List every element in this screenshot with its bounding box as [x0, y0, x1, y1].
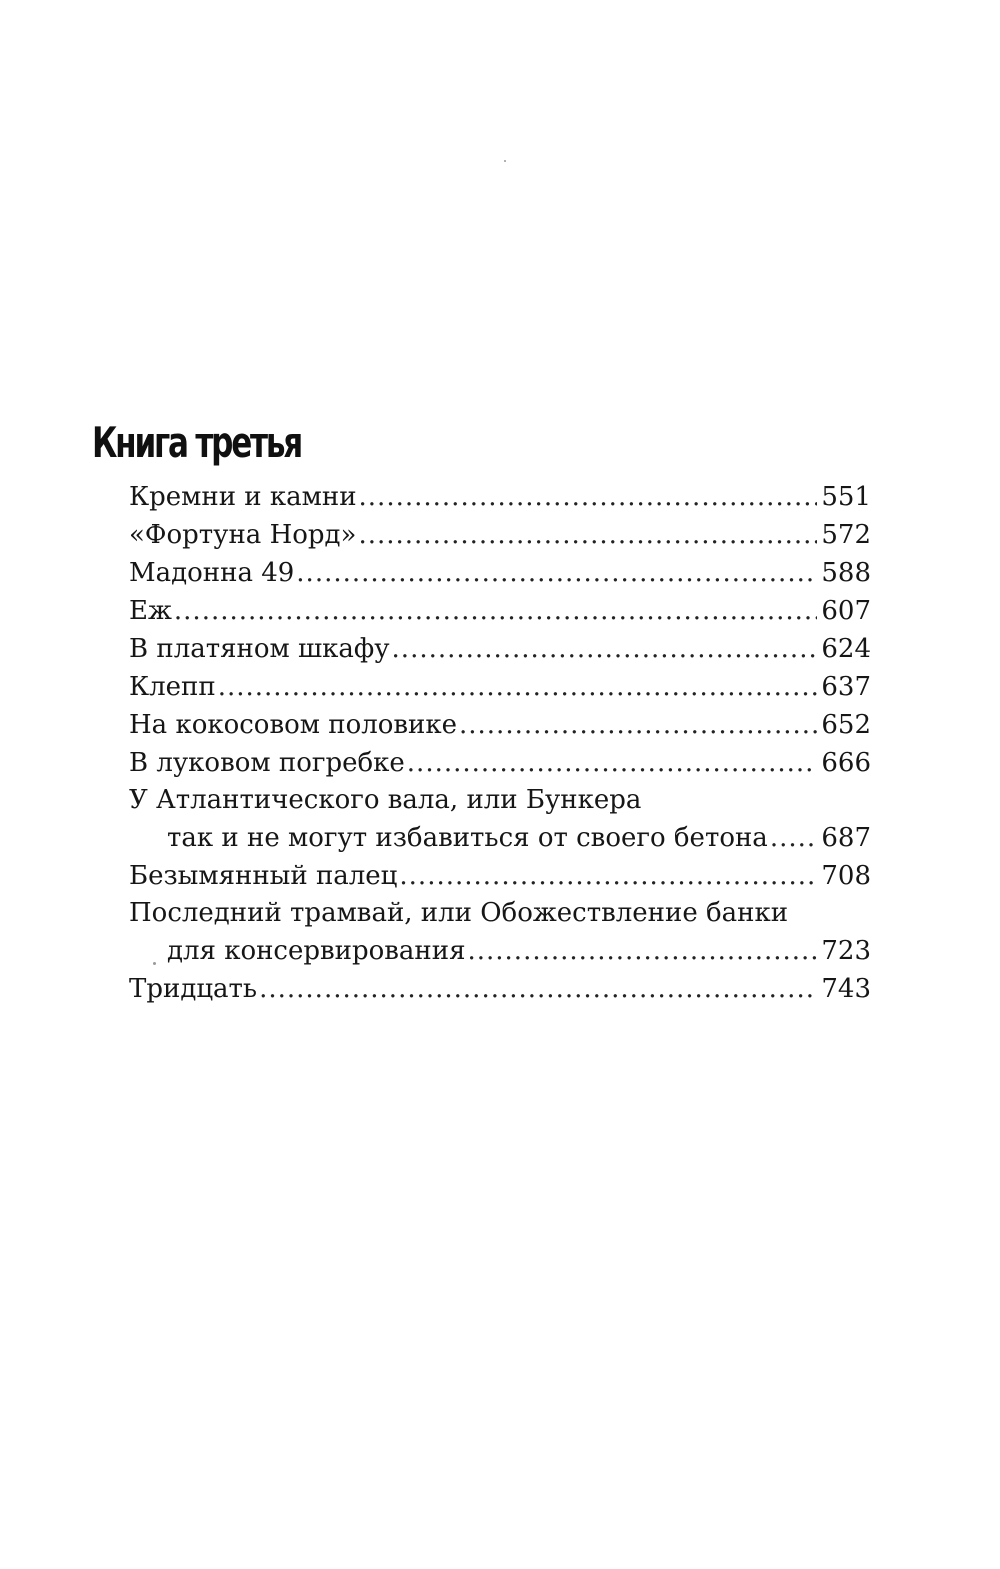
dot-leader [218, 668, 818, 706]
toc-entry-line [129, 744, 871, 782]
toc-page-number: 607 [821, 596, 871, 626]
toc-entry-title: Кремни и камни [129, 482, 357, 512]
toc-entry-line [129, 592, 871, 630]
toc-entry-continuation [129, 819, 871, 857]
toc-entry [129, 857, 871, 895]
toc-page-number: 687 [821, 823, 871, 853]
toc-entry-title: Безымянный палец [129, 861, 398, 891]
toc-entry [129, 744, 871, 782]
toc-entry-title: На кокосовом половике [129, 710, 457, 740]
dot-leader [467, 932, 817, 970]
toc-page-number: 624 [821, 634, 871, 664]
toc-entry [129, 516, 871, 554]
toc-entry-title: для консервирования [167, 936, 466, 966]
toc-page-number: 551 [821, 482, 871, 512]
toc-page-number: 743 [821, 974, 871, 1004]
toc-entry-title: Еж [129, 596, 172, 626]
dot-leader [399, 857, 817, 895]
table-of-contents [129, 478, 871, 1008]
toc-page-number: 723 [821, 936, 871, 966]
toc-entry-title: Мадонна 49 [129, 558, 295, 588]
toc-entry-title: Тридцать [129, 974, 258, 1004]
toc-page-number: 637 [821, 672, 871, 702]
toc-entry-line [129, 554, 871, 592]
toc-entry-line [129, 630, 871, 668]
toc-page-number: 666 [821, 748, 871, 778]
toc-page-number: 708 [821, 861, 871, 891]
section-title: Книга третья [92, 418, 302, 467]
toc-entry [129, 630, 871, 668]
toc-entry-title: так и не могут избавиться от своего бетона [167, 823, 768, 853]
toc-entry-title: В платяном шкафу [129, 634, 390, 664]
toc-entry-line [129, 478, 871, 516]
toc-entry-line [129, 668, 871, 706]
toc-entry-title: В луковом погребке [129, 748, 405, 778]
toc-entry-line [129, 857, 871, 895]
dot-leader [359, 478, 818, 516]
toc-entry-line [129, 970, 871, 1008]
toc-entry-title: У Атлантического вала, или Бункера [129, 785, 642, 815]
toc-entry-title: «Фортуна Норд» [129, 520, 357, 550]
dot-leader [358, 516, 817, 554]
dot-leader [459, 706, 817, 744]
dot-leader [407, 744, 818, 782]
toc-entry-title: Клепп [129, 672, 216, 702]
dot-leader [392, 630, 818, 668]
toc-page-number: 588 [821, 558, 871, 588]
toc-entry [129, 668, 871, 706]
dot-leader [174, 592, 817, 630]
toc-page-number: 572 [821, 520, 871, 550]
toc-entry-line [129, 782, 871, 819]
dot-leader [259, 970, 817, 1008]
toc-entry-continuation [129, 932, 871, 970]
toc-entry [129, 592, 871, 630]
toc-entry-line [129, 706, 871, 744]
toc-entry-title: Последний трамвай, или Обожествление банки [129, 898, 789, 928]
toc-entry [129, 782, 871, 857]
dot-leader [770, 819, 818, 857]
dot-leader [296, 554, 817, 592]
toc-entry-line [129, 516, 871, 554]
toc-page-number: 652 [821, 710, 871, 740]
toc-entry-line [129, 895, 871, 932]
toc-entry [129, 478, 871, 516]
toc-entry [129, 706, 871, 744]
print-speck [504, 160, 506, 162]
toc-entry [129, 554, 871, 592]
toc-entry [129, 970, 871, 1008]
toc-entry [129, 895, 871, 970]
